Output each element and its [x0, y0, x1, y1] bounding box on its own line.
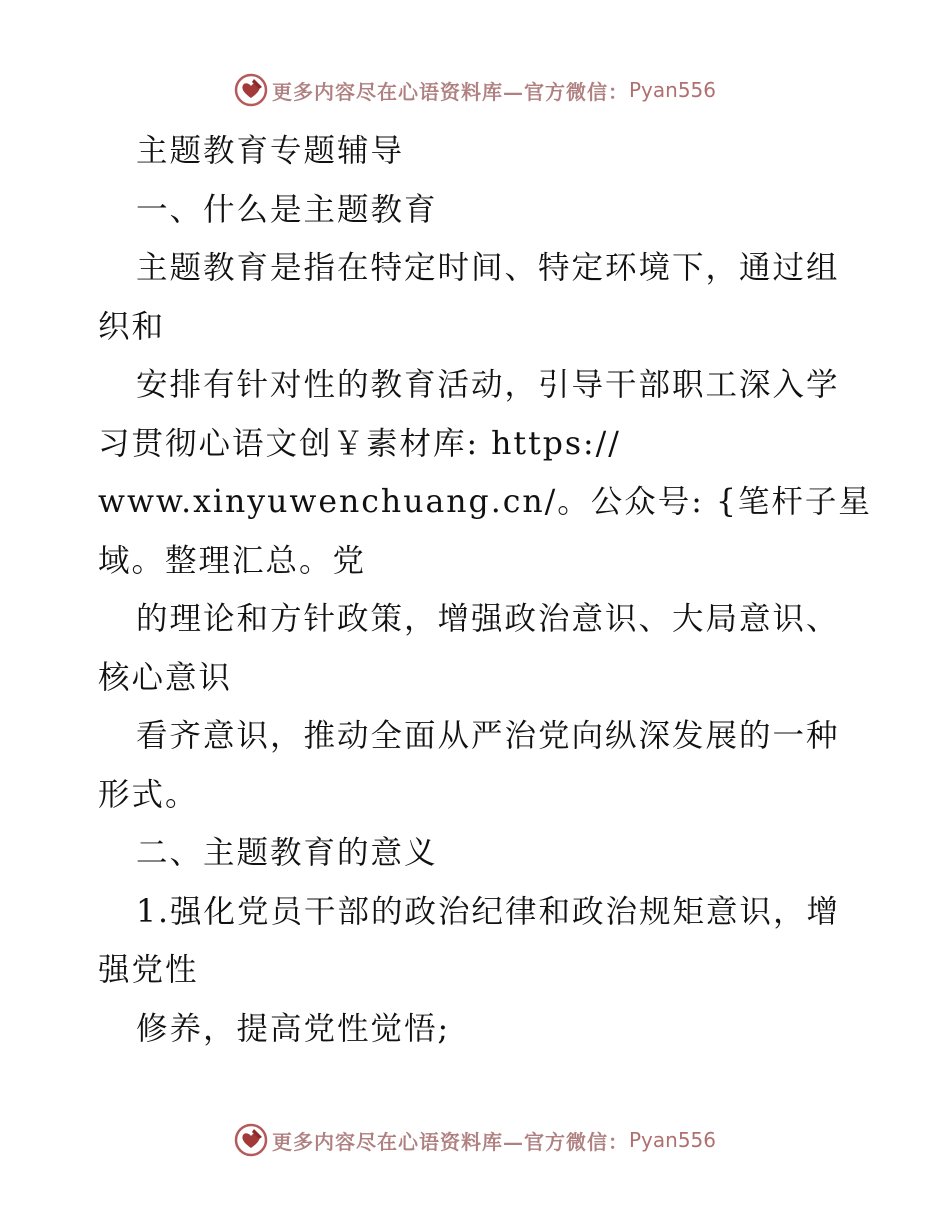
paragraph-line: 1.强化党员干部的政治纪律和政治规矩意识，增 [136, 893, 841, 930]
watermark-wechat-id: Pyan556 [628, 1128, 716, 1152]
paragraph-line: www.xinyuwenchuang.cn/。公众号: {笔杆子星 [98, 484, 872, 520]
watermark-site-text: 更多内容尽在心语资料库—官方微信： [271, 79, 629, 104]
header-watermark [0, 70, 950, 110]
paragraph-line: 看齐意识，推动全面从严治党向纵深发展的一种 [136, 718, 840, 754]
doc-title: 主题教育专题辅导 [136, 133, 405, 169]
paragraph-line: 域。整理汇总。党 [98, 542, 367, 579]
logo-heart-pen-icon [234, 73, 268, 107]
watermark-site-text: 更多内容尽在心语资料库—官方微信： [271, 1129, 629, 1154]
document-body [98, 122, 872, 1058]
section-heading-1: 一、什么是主题教育 [136, 191, 438, 228]
watermark-wechat-id: Pyan556 [628, 78, 716, 102]
paragraph-line: 安排有针对性的教育活动，引导干部职工深入学 [136, 367, 840, 403]
paragraph-line: 习贯彻心语文创￥素材库: https:// [98, 425, 621, 462]
paragraph-line: 主题教育是指在特定时间、特定环境下，通过组 [136, 250, 840, 286]
paragraph-line: 的理论和方针政策，增强政治意识、大局意识、 [136, 601, 840, 637]
paragraph-line: 强党性 [98, 952, 199, 988]
paragraph-line: 修养，提高党性觉悟; [136, 1010, 451, 1047]
section-heading-2: 二、主题教育的意义 [136, 835, 438, 871]
paragraph-line: 织和 [98, 308, 166, 345]
logo-heart-pen-icon [234, 1123, 268, 1157]
paragraph-line: 形式。 [98, 776, 199, 813]
paragraph-line: 核心意识 [98, 659, 233, 696]
footer-watermark [0, 1120, 950, 1160]
